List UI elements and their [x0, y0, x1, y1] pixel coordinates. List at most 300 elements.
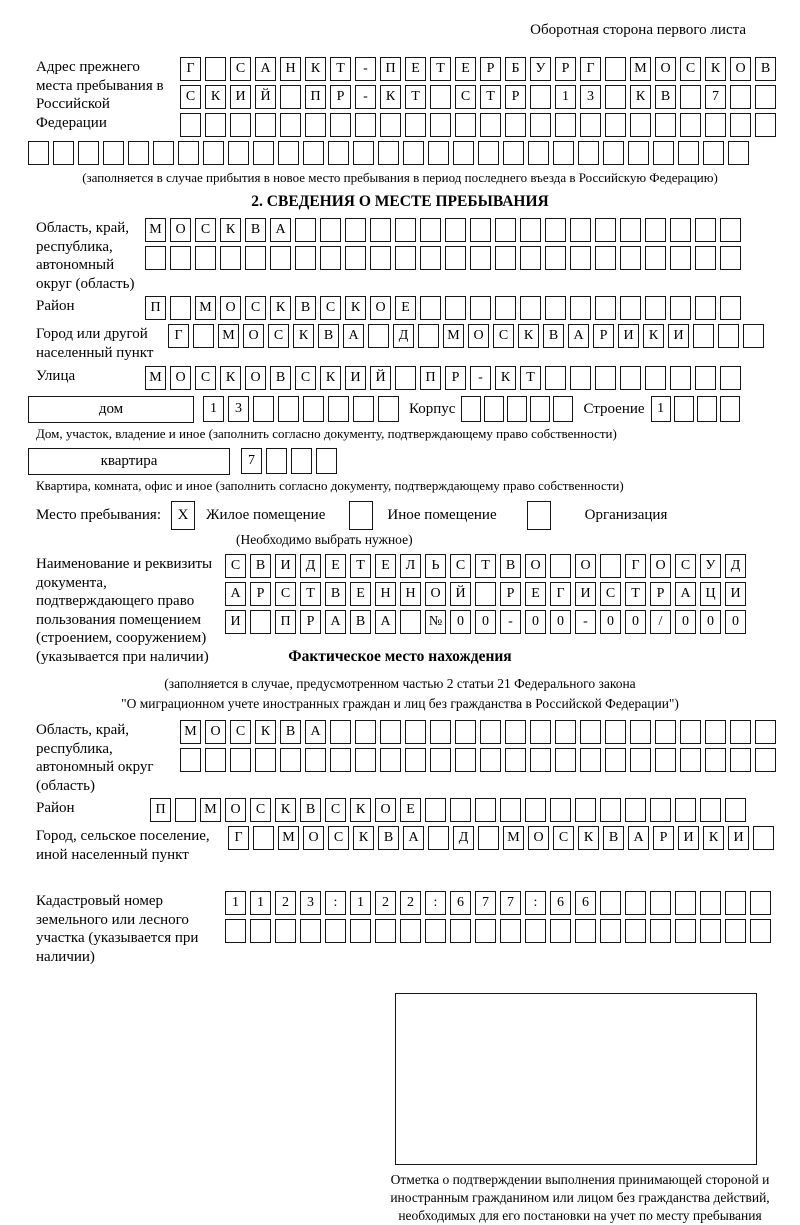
char-box: И	[230, 85, 251, 109]
char-box: 0	[525, 610, 546, 634]
char-box: С	[230, 57, 251, 81]
char-box	[575, 798, 596, 822]
char-box: О	[243, 324, 264, 348]
char-box	[316, 448, 337, 474]
char-box: /	[650, 610, 671, 634]
char-box: Т	[430, 57, 451, 81]
char-box	[697, 396, 717, 422]
char-box	[295, 246, 316, 270]
char-box: В	[295, 296, 316, 320]
char-box: Е	[350, 582, 371, 606]
stay-option-label: Иное помещение	[387, 507, 497, 523]
char-box: Г	[168, 324, 189, 348]
char-box	[330, 748, 351, 772]
char-box	[353, 396, 374, 422]
char-box: Р	[505, 85, 526, 109]
char-box-row	[651, 396, 740, 422]
char-box: Р	[300, 610, 321, 634]
char-box: О	[655, 57, 676, 81]
char-box: С	[450, 554, 471, 578]
char-box	[128, 141, 149, 165]
char-box	[270, 246, 291, 270]
char-box	[205, 748, 226, 772]
char-box: И	[575, 582, 596, 606]
char-box: В	[378, 826, 399, 850]
char-box-row	[228, 826, 772, 850]
char-box: Й	[450, 582, 471, 606]
char-box	[605, 113, 626, 137]
char-box: К	[703, 826, 724, 850]
char-box: Л	[400, 554, 421, 578]
char-box	[278, 396, 299, 422]
char-box	[325, 919, 346, 943]
char-box	[728, 141, 749, 165]
char-box: Р	[330, 85, 351, 109]
char-box	[250, 919, 271, 943]
char-box	[625, 891, 646, 915]
char-box: О	[370, 296, 391, 320]
char-box: А	[325, 610, 346, 634]
char-box	[755, 748, 776, 772]
char-box	[695, 246, 716, 270]
char-box: К	[220, 366, 241, 390]
char-box: В	[500, 554, 521, 578]
char-box	[445, 296, 466, 320]
char-box: С	[320, 296, 341, 320]
char-box	[280, 748, 301, 772]
char-box	[530, 396, 550, 422]
char-box: -	[470, 366, 491, 390]
char-box-row	[225, 610, 772, 634]
char-box: Ь	[425, 554, 446, 578]
char-box	[145, 246, 166, 270]
char-box: М	[180, 720, 201, 744]
char-box	[545, 296, 566, 320]
char-box-row	[225, 919, 772, 943]
char-box: И	[275, 554, 296, 578]
char-box	[330, 113, 351, 137]
char-box: 0	[450, 610, 471, 634]
char-box: К	[275, 798, 296, 822]
char-box	[330, 720, 351, 744]
char-box	[753, 826, 774, 850]
char-box: С	[245, 296, 266, 320]
char-box: О	[245, 366, 266, 390]
char-box: Й	[255, 85, 276, 109]
char-box: Т	[520, 366, 541, 390]
apartment-note: Квартира, комната, офис и иное (заполнить согласно документу, подтверждающему право собственности)	[36, 478, 624, 493]
char-box-row	[180, 85, 772, 109]
char-box: Н	[400, 582, 421, 606]
char-box	[575, 919, 596, 943]
char-box	[550, 798, 571, 822]
char-box	[484, 396, 504, 422]
char-box	[175, 798, 196, 822]
char-box	[405, 113, 426, 137]
char-box: С	[328, 826, 349, 850]
char-box-row	[225, 554, 772, 578]
char-box: С	[295, 366, 316, 390]
char-box	[730, 720, 751, 744]
char-box	[430, 720, 451, 744]
char-box: Р	[480, 57, 501, 81]
char-box: П	[305, 85, 326, 109]
char-box	[705, 748, 726, 772]
char-box	[580, 113, 601, 137]
char-box	[595, 246, 616, 270]
char-box: Р	[250, 582, 271, 606]
char-box	[678, 141, 699, 165]
char-box	[405, 748, 426, 772]
char-box: У	[700, 554, 721, 578]
char-box: М	[443, 324, 464, 348]
char-box: О	[170, 366, 191, 390]
char-box	[695, 218, 716, 242]
char-box	[500, 798, 521, 822]
char-box: О	[528, 826, 549, 850]
char-box: К	[350, 798, 371, 822]
char-box	[355, 113, 376, 137]
char-box	[693, 324, 714, 348]
char-box: В	[350, 610, 371, 634]
char-box	[250, 610, 271, 634]
char-box	[428, 826, 449, 850]
char-box	[480, 748, 501, 772]
char-box	[520, 218, 541, 242]
char-box	[743, 324, 764, 348]
char-box	[500, 919, 521, 943]
char-box: Е	[400, 798, 421, 822]
char-box: М	[200, 798, 221, 822]
char-box	[225, 919, 246, 943]
char-box: М	[145, 218, 166, 242]
char-box: С	[493, 324, 514, 348]
char-box	[750, 919, 771, 943]
char-box: С	[195, 366, 216, 390]
char-box	[553, 396, 573, 422]
char-box	[680, 748, 701, 772]
stay-note: (Необходимо выбрать нужное)	[236, 532, 413, 547]
char-box: С	[275, 582, 296, 606]
char-box	[605, 720, 626, 744]
char-box	[430, 85, 451, 109]
char-box-row	[150, 798, 772, 822]
actual-location-note1: (заполняется в случае, предусмотренном частью 2 статьи 21 Федерального закона	[164, 676, 636, 691]
char-box	[430, 113, 451, 137]
actual-district-label: Район	[36, 800, 75, 816]
house-type-box: дом	[28, 396, 194, 423]
char-box: 2	[275, 891, 296, 915]
char-box	[530, 85, 551, 109]
char-box: Р	[593, 324, 614, 348]
char-box	[725, 919, 746, 943]
char-box	[450, 919, 471, 943]
char-box	[275, 919, 296, 943]
char-box	[375, 919, 396, 943]
char-box	[153, 141, 174, 165]
char-box	[425, 919, 446, 943]
char-box	[645, 246, 666, 270]
char-box: М	[503, 826, 524, 850]
char-box	[520, 246, 541, 270]
char-box: К	[643, 324, 664, 348]
char-box	[428, 141, 449, 165]
char-box	[103, 141, 124, 165]
korpus-label: Корпус	[409, 401, 456, 417]
char-box	[470, 296, 491, 320]
char-box	[680, 720, 701, 744]
char-box	[505, 748, 526, 772]
char-box: А	[305, 720, 326, 744]
char-box	[425, 798, 446, 822]
char-box: 1	[203, 396, 224, 422]
char-box: Р	[445, 366, 466, 390]
char-box	[603, 141, 624, 165]
char-box	[525, 798, 546, 822]
char-box: К	[353, 826, 374, 850]
char-box	[230, 748, 251, 772]
char-box	[178, 141, 199, 165]
char-box	[370, 218, 391, 242]
char-box	[730, 748, 751, 772]
char-box: С	[553, 826, 574, 850]
char-box	[253, 396, 274, 422]
char-box-row	[461, 396, 573, 422]
char-box	[720, 396, 740, 422]
char-box	[570, 218, 591, 242]
char-box	[620, 366, 641, 390]
char-box	[420, 218, 441, 242]
char-box	[600, 554, 621, 578]
char-box	[555, 748, 576, 772]
char-box: С	[180, 85, 201, 109]
char-box: И	[225, 610, 246, 634]
char-box	[418, 324, 439, 348]
char-box	[320, 218, 341, 242]
char-box	[545, 218, 566, 242]
char-box: Т	[405, 85, 426, 109]
char-box	[328, 396, 349, 422]
char-box	[530, 113, 551, 137]
char-box: Г	[580, 57, 601, 81]
char-box	[680, 113, 701, 137]
char-box	[555, 113, 576, 137]
char-box: В	[655, 85, 676, 109]
char-box: -	[500, 610, 521, 634]
char-box	[378, 396, 399, 422]
char-box	[530, 748, 551, 772]
char-box	[495, 218, 516, 242]
char-box	[395, 366, 416, 390]
char-box	[625, 798, 646, 822]
char-box: А	[270, 218, 291, 242]
char-box: В	[280, 720, 301, 744]
char-box	[545, 246, 566, 270]
char-box	[170, 246, 191, 270]
checkbox-inoe	[349, 501, 373, 530]
char-box: О	[468, 324, 489, 348]
char-box: 7	[705, 85, 726, 109]
char-box: 3	[300, 891, 321, 915]
char-box	[505, 720, 526, 744]
char-box: Г	[550, 582, 571, 606]
char-box	[380, 748, 401, 772]
char-box: 1	[651, 396, 671, 422]
char-box: А	[225, 582, 246, 606]
char-box	[720, 218, 741, 242]
char-box	[750, 891, 771, 915]
char-box	[645, 296, 666, 320]
char-box	[253, 141, 274, 165]
char-box	[620, 218, 641, 242]
char-box	[755, 113, 776, 137]
char-box: В	[318, 324, 339, 348]
char-box: К	[380, 85, 401, 109]
char-box: А	[255, 57, 276, 81]
char-box: Г	[625, 554, 646, 578]
char-box	[368, 324, 389, 348]
char-box	[720, 296, 741, 320]
char-box-row	[145, 366, 772, 390]
char-box	[650, 919, 671, 943]
char-box	[605, 57, 626, 81]
char-box: В	[603, 826, 624, 850]
char-box: К	[205, 85, 226, 109]
char-box: 1	[555, 85, 576, 109]
char-box	[370, 246, 391, 270]
char-box	[470, 218, 491, 242]
char-box: А	[628, 826, 649, 850]
char-box: И	[725, 582, 746, 606]
char-box: Б	[505, 57, 526, 81]
char-box	[595, 218, 616, 242]
char-box: В	[300, 798, 321, 822]
char-box: 7	[475, 891, 496, 915]
char-box	[28, 141, 49, 165]
char-box: И	[668, 324, 689, 348]
field-actual-city	[28, 826, 772, 864]
char-box	[303, 396, 324, 422]
corner-note: Оборотная сторона первого листа	[530, 22, 746, 38]
char-box: Й	[370, 366, 391, 390]
char-box: А	[675, 582, 696, 606]
registration-stamp-box	[395, 993, 757, 1165]
char-box: 6	[450, 891, 471, 915]
char-box: С	[230, 720, 251, 744]
char-box: Е	[325, 554, 346, 578]
char-box: О	[730, 57, 751, 81]
char-box: К	[270, 296, 291, 320]
char-box-row	[28, 141, 772, 165]
char-box	[725, 798, 746, 822]
char-box	[380, 720, 401, 744]
char-box	[403, 141, 424, 165]
char-box	[595, 366, 616, 390]
char-box	[255, 113, 276, 137]
char-box	[650, 798, 671, 822]
char-box: Д	[725, 554, 746, 578]
char-box	[228, 141, 249, 165]
char-box	[570, 246, 591, 270]
char-box	[350, 919, 371, 943]
char-box: 0	[675, 610, 696, 634]
char-box: К	[320, 366, 341, 390]
char-box: А	[568, 324, 589, 348]
char-box: С	[225, 554, 246, 578]
field-street	[28, 366, 772, 390]
char-box	[620, 296, 641, 320]
char-box	[495, 246, 516, 270]
char-box	[320, 246, 341, 270]
char-box: В	[755, 57, 776, 81]
char-box	[700, 798, 721, 822]
char-box-row	[225, 582, 772, 606]
cadastral-label: Кадастровый номер земельного или лесного участка (указывается при наличии)	[36, 893, 199, 965]
char-box: Ц	[700, 582, 721, 606]
actual-location-title: Фактическое место нахождения	[288, 648, 512, 665]
char-box	[545, 366, 566, 390]
district-label: Район	[36, 298, 75, 314]
char-box	[655, 748, 676, 772]
char-box	[305, 113, 326, 137]
char-box	[630, 748, 651, 772]
char-box-row	[145, 296, 772, 320]
char-box: :	[425, 891, 446, 915]
stay-option-label: Жилое помещение	[206, 507, 326, 523]
char-box: Р	[653, 826, 674, 850]
char-box	[730, 113, 751, 137]
char-box	[378, 141, 399, 165]
char-box	[278, 141, 299, 165]
char-box	[345, 246, 366, 270]
char-box	[305, 748, 326, 772]
char-box: Т	[480, 85, 501, 109]
char-box	[353, 141, 374, 165]
char-box: К	[220, 218, 241, 242]
char-box: Р	[500, 582, 521, 606]
char-box	[445, 218, 466, 242]
char-box	[205, 57, 226, 81]
char-box	[628, 141, 649, 165]
char-box	[470, 246, 491, 270]
char-box: К	[293, 324, 314, 348]
char-box	[625, 919, 646, 943]
char-box	[670, 366, 691, 390]
char-box: 0	[700, 610, 721, 634]
char-box: С	[325, 798, 346, 822]
char-box	[528, 141, 549, 165]
char-box: С	[268, 324, 289, 348]
char-box-row	[225, 891, 772, 915]
char-box	[645, 218, 666, 242]
char-box: 0	[725, 610, 746, 634]
char-box	[555, 720, 576, 744]
char-box: В	[543, 324, 564, 348]
char-box: Н	[375, 582, 396, 606]
char-box	[725, 891, 746, 915]
char-box: А	[403, 826, 424, 850]
char-box	[695, 296, 716, 320]
char-box: 6	[575, 891, 596, 915]
field-prev-address	[28, 57, 772, 186]
char-box: Е	[395, 296, 416, 320]
char-box: У	[530, 57, 551, 81]
city-label: Город или другой населенный пункт	[36, 326, 154, 361]
char-box: М	[218, 324, 239, 348]
char-box: 1	[350, 891, 371, 915]
char-box	[720, 366, 741, 390]
char-box: В	[245, 218, 266, 242]
